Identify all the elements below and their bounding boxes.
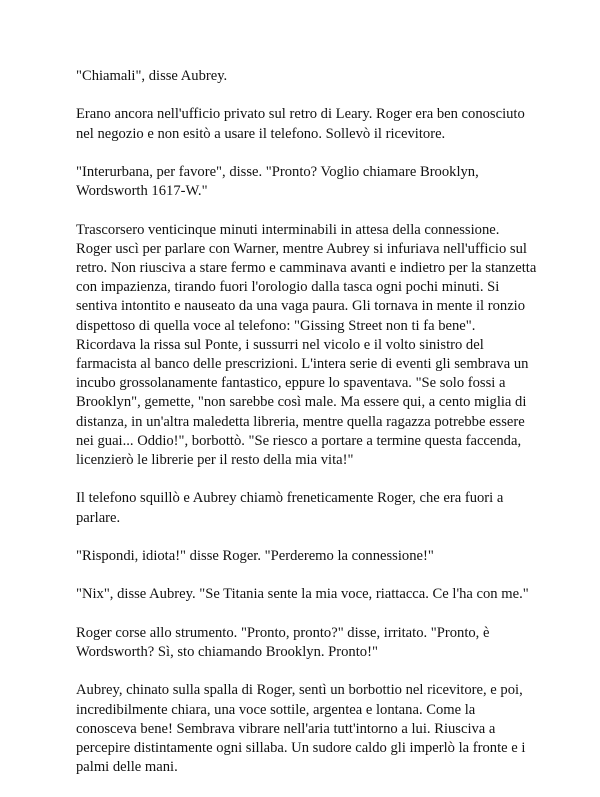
document-page xyxy=(76,67,538,797)
paragraph-5: Il telefono squillò e Aubrey chiamò freneticamente Roger, che era fuori a parlare. xyxy=(76,490,504,526)
paragraph-9: Aubrey, chinato sulla spalla di Roger, sentì un borbottio nel ricevitore, e poi, incredibilmente chiara, una voce sottile, argentea e lontana. Come la conosceva bene! Sembrava vibrare nell'aria tutt'intorno a lui. Riusciva a percepire distintamente ogni sillaba. Un sudore caldo gli imperlò la fronte e i palmi delle mani. xyxy=(76,682,526,776)
paragraph-8: Roger corse allo strumento. "Pronto, pronto?" disse, irritato. "Pronto, è Wordsworth? Sì, sto chiamando Brooklyn. Pronto!" xyxy=(76,624,490,660)
paragraph-2: Erano ancora nell'ufficio privato sul retro di Leary. Roger era ben conosciuto nel negozio e non esitò a usare il telefono. Sollevò il ricevitore. xyxy=(76,106,525,142)
paragraph-3: "Interurbana, per favore", disse. "Pronto? Voglio chiamare Brooklyn, Wordsworth 1617-W." xyxy=(76,163,479,200)
paragraph-6: "Rispondi, idiota!" disse Roger. "Perderemo la connessione!" xyxy=(76,548,434,564)
paragraph-1: "Chiamali", disse Aubrey. xyxy=(76,68,228,84)
paragraph-4: Trascorsero venticinque minuti interminabili in attesa della connessione. Roger uscì per parlare con Warner, mentre Aubrey si infuriava nell'ufficio sul retro. Non riusciva a stare fermo e camminava avanti e indietro per la stanzetta con impazienza, tirando fuori l'orologio dalla tasca ogni pochi minuti. Si sentiva intontito e nauseato da una vaga paura. Gli tornava in mente il ronzio dispettoso di quella voce al telefono: "Gissing Street non ti fa bene". Ricordava la rissa sul Ponte, i sussurri nel vicolo e il volto sinistro del farmacista al banco delle prescrizioni. L'intera serie di eventi gli sembrava un incubo grossolanamente fantastico, eppure lo spaventava. "Se solo fossi a Brooklyn", gemette, "non sarebbe così male. Ma essere qui, a cento miglia di distanza, in un'altra maledetta libreria, mentre quella ragazza potrebbe essere nei guai... Oddio!", borbottò. "Se riesco a portare a termine questa faccenda, licenzierò le librerie per il resto della mia vita!" xyxy=(76,221,537,469)
paragraph-7: "Nix", disse Aubrey. "Se Titania sente la mia voce, riattacca. Ce l'ha con me." xyxy=(76,586,529,603)
